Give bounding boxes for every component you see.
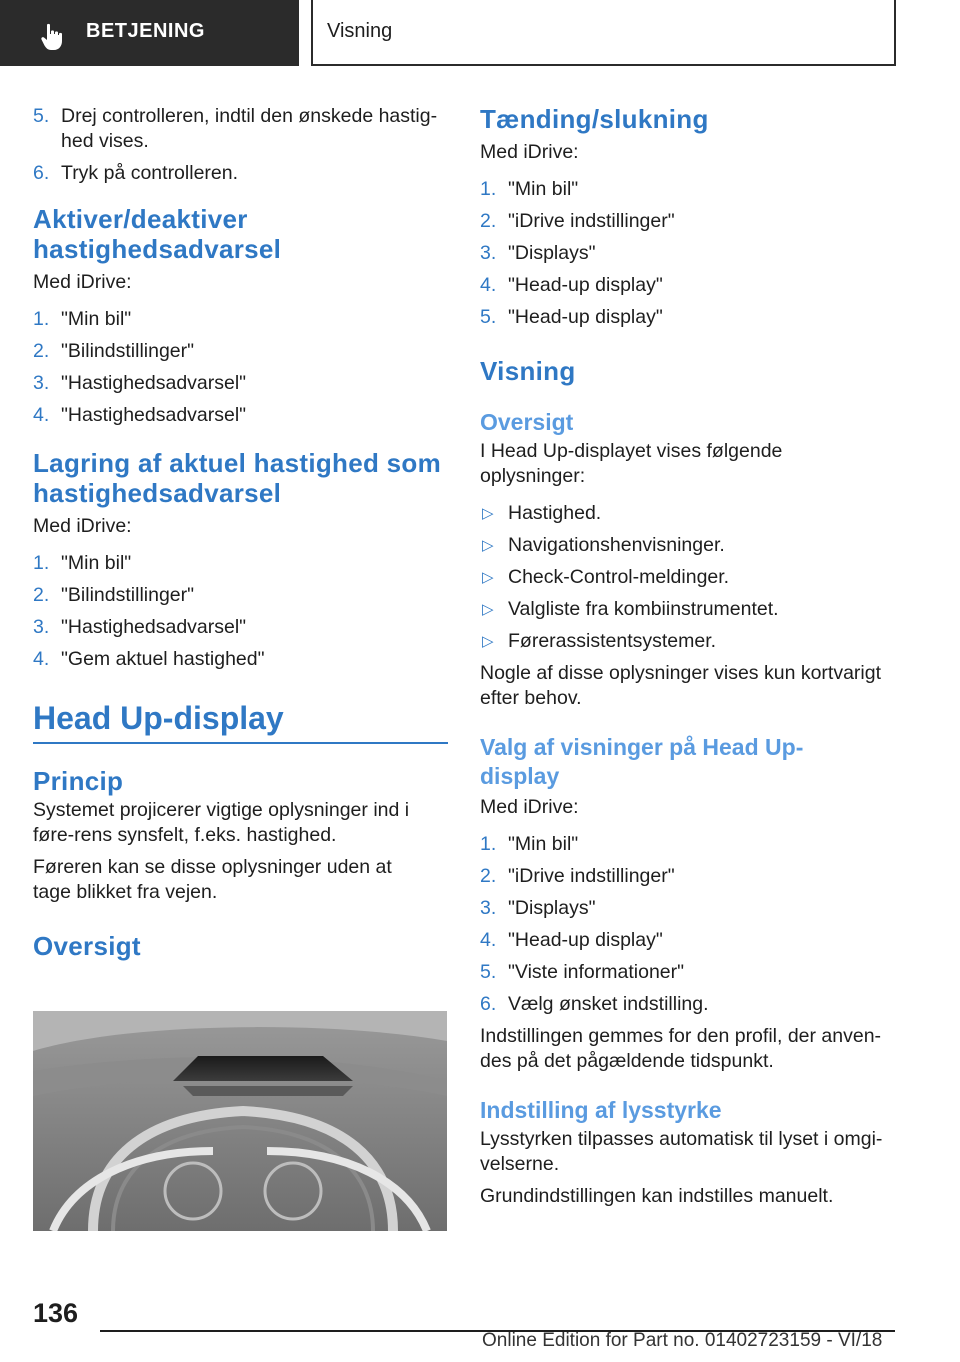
- lagring-steps: [33, 551, 448, 672]
- list-item: 2. "iDrive indstillinger": [480, 210, 675, 232]
- list-item: 3. "Hastighedsadvarsel": [33, 372, 247, 394]
- list-item: 5. "Head-up display": [480, 306, 663, 328]
- valg-steps: [480, 832, 890, 1017]
- list-item: ▷ Valgliste fra kombiinstrumentet.: [482, 598, 779, 620]
- valg-note: Indstillingen gemmes for den profil, der anven‐des på det pågældende tidspunkt.: [480, 1025, 882, 1072]
- list-item: 2. "iDrive indstillinger": [480, 865, 675, 887]
- heading-taending: Tænding/slukning: [480, 104, 709, 134]
- heading-head-up-display: Head Up-display: [33, 698, 448, 744]
- continued-steps: [33, 104, 448, 186]
- triangle-right-icon: ▷: [482, 601, 494, 618]
- taend-steps: [480, 177, 890, 330]
- list-item: 1. "Min bil": [33, 308, 132, 330]
- triangle-right-icon: ▷: [482, 505, 494, 522]
- princip-text-1: Systemet projicerer vigtige oplysninger ind i føre‐rens synsfelt, f.eks. hastighed.: [33, 799, 410, 846]
- triangle-right-icon: ▷: [482, 537, 494, 554]
- list-item: 3. "Displays": [480, 242, 596, 264]
- section-tab: [0, 0, 299, 66]
- heading-oversigt: Oversigt: [480, 409, 574, 435]
- list-item: 5. "Viste informationer": [480, 961, 685, 983]
- heading-princip: Princip: [33, 766, 124, 796]
- heading-visning: Visning: [480, 356, 576, 386]
- oversigt-note: Nogle af disse oplysninger vises kun kortvarigt efter behov.: [480, 662, 882, 709]
- dashboard-illustration: [33, 1011, 447, 1231]
- list-item: 6. Vælg ønsket indstilling.: [480, 993, 709, 1015]
- left-column: [33, 100, 448, 961]
- section-title: BETJENING: [86, 20, 205, 42]
- list-item: 2. "Bilindstillinger": [33, 584, 195, 606]
- heading-lagring: Lagring af aktuel hastighed som hastighedsadvarsel: [33, 448, 442, 508]
- list-item: 1. "Min bil": [480, 833, 579, 855]
- princip-text-2: Føreren kan se disse oplysninger uden at tage blikket fra vejen.: [33, 856, 392, 903]
- oversigt-items: [480, 501, 890, 654]
- triangle-right-icon: ▷: [482, 569, 494, 586]
- intro-text: Med iDrive:: [33, 271, 132, 293]
- aktiver-steps: [33, 307, 448, 428]
- list-item: 6. Tryk på controlleren.: [33, 162, 239, 184]
- list-item: 1. "Min bil": [480, 178, 579, 200]
- list-item: 4. "Hastighedsadvarsel": [33, 404, 247, 426]
- heading-oversigt: Oversigt: [33, 931, 141, 961]
- hand-pointer-icon: [38, 22, 68, 52]
- chapter-header: [311, 0, 896, 66]
- heading-aktiver: Aktiver/deaktiver hastighedsadvarsel: [33, 204, 282, 264]
- intro-text: Med iDrive:: [33, 515, 132, 537]
- list-item: 4. "Gem aktuel hastighed": [33, 648, 265, 670]
- heading-lysstyrke: Indstilling af lysstyrke: [480, 1097, 722, 1123]
- intro-text: Med iDrive:: [480, 141, 579, 163]
- list-item: 2. "Bilindstillinger": [33, 340, 195, 362]
- list-item: 5. Drej controlleren, indtil den ønskede hastig‐hed vises.: [33, 105, 438, 152]
- footer-edition: Online Edition for Part no. 01402723159 - VI/18: [482, 1330, 883, 1351]
- list-item: ▷ Hastighed.: [482, 502, 602, 524]
- chapter-title: Visning: [327, 20, 393, 42]
- list-item: 3. "Hastighedsadvarsel": [33, 616, 247, 638]
- list-item: 1. "Min bil": [33, 552, 132, 574]
- right-column: [480, 104, 890, 1209]
- list-item: ▷ Navigationshenvisninger.: [482, 534, 725, 556]
- list-item: 4. "Head-up display": [480, 929, 663, 951]
- intro-text: Med iDrive:: [480, 796, 579, 818]
- page-number: 136: [33, 1298, 79, 1328]
- list-item: 3. "Displays": [480, 897, 596, 919]
- oversigt-intro: I Head Up-displayet vises følgende oplysninger:: [480, 440, 783, 487]
- heading-valg: Valg af visninger på Head Up-display: [480, 734, 804, 789]
- list-item: ▷ Check-Control-meldinger.: [482, 566, 730, 588]
- lys-text-2: Grundindstillingen kan indstilles manuelt.: [480, 1185, 834, 1207]
- lys-text-1: Lysstyrken tilpasses automatisk til lyset i omgi‐velserne.: [480, 1128, 883, 1175]
- triangle-right-icon: ▷: [482, 633, 494, 650]
- list-item: ▷ Førerassistentsystemer.: [482, 630, 717, 652]
- list-item: 4. "Head-up display": [480, 274, 663, 296]
